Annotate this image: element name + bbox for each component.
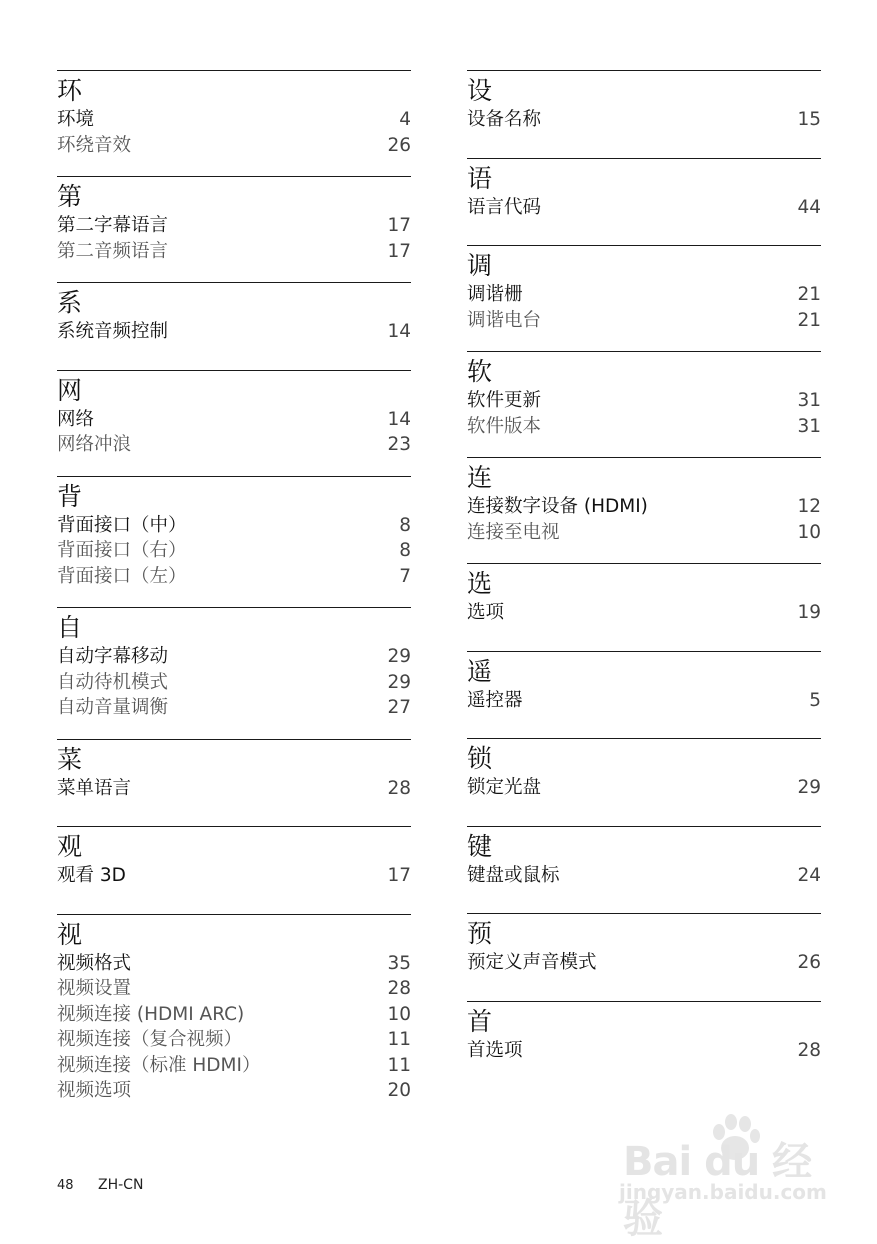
index-term: 视频设置 — [57, 978, 132, 999]
index-entry — [467, 863, 821, 889]
index-page-ref: 8 — [399, 540, 411, 561]
index-entry — [57, 213, 411, 239]
index-term: 遥控器 — [467, 689, 523, 711]
language-code: ZH-CN — [98, 1177, 144, 1193]
index-page-ref: 14 — [387, 408, 411, 430]
index-term: 视频连接（复合视频） — [57, 1029, 243, 1050]
section-heading: 预 — [467, 919, 493, 948]
index-term: 软件版本 — [467, 415, 542, 437]
section-heading: 首 — [467, 1006, 493, 1036]
index-entry — [467, 1038, 821, 1064]
index-entry — [57, 133, 411, 159]
index-section — [57, 826, 411, 889]
section-heading: 第 — [57, 182, 83, 211]
index-term: 调谐栅 — [467, 284, 523, 305]
section-heading: 语 — [467, 163, 493, 193]
index-term: 第二字幕语言 — [57, 215, 169, 236]
index-entry — [57, 1078, 411, 1104]
index-page-ref: 15 — [797, 109, 821, 130]
index-column-left — [57, 70, 411, 1104]
index-section — [57, 282, 411, 345]
index-page-ref: 10 — [387, 1003, 411, 1025]
index-term: 连接数字设备 (HDMI) — [467, 496, 648, 517]
index-page-ref: 17 — [387, 215, 411, 236]
index-entry — [467, 775, 821, 801]
index-term: 菜单语言 — [57, 777, 132, 799]
index-term: 视频格式 — [57, 952, 132, 974]
index-page-ref: 29 — [387, 646, 411, 667]
index-page-ref: 7 — [399, 565, 411, 587]
index-entry — [467, 388, 821, 414]
index-term: 键盘或鼠标 — [467, 864, 560, 886]
index-entry — [467, 600, 821, 626]
page-footer — [57, 1177, 143, 1193]
index-term: 选项 — [467, 602, 505, 623]
index-page-ref: 31 — [797, 390, 821, 411]
index-section — [57, 739, 411, 802]
index-section — [467, 70, 821, 133]
index-entry — [57, 670, 411, 696]
index-entry — [467, 520, 821, 546]
index-section — [57, 370, 411, 458]
index-term: 背面接口（左） — [57, 565, 187, 587]
baidu-jingyan-watermark — [615, 1110, 827, 1242]
index-page-ref: 10 — [797, 521, 821, 543]
section-heading: 系 — [57, 288, 83, 317]
index-term: 首选项 — [467, 1039, 523, 1061]
index-page-ref: 28 — [797, 1039, 821, 1061]
index-entry — [57, 1002, 411, 1028]
index-entry — [467, 282, 821, 308]
section-heading: 设 — [467, 76, 493, 105]
index-term: 自动字幕移动 — [57, 646, 169, 667]
index-term: 背面接口（中） — [57, 514, 187, 536]
index-term: 自动音量调衡 — [57, 697, 169, 718]
section-heading: 网 — [57, 375, 83, 405]
index-page-ref: 29 — [797, 777, 821, 798]
index-term: 视频选项 — [57, 1080, 132, 1101]
index-page-ref: 20 — [387, 1080, 411, 1101]
index-term: 锁定光盘 — [467, 777, 542, 798]
index-page-ref: 44 — [797, 196, 821, 218]
section-heading: 软 — [467, 357, 493, 386]
index-page-ref: 11 — [387, 1054, 411, 1076]
index-section — [57, 607, 411, 721]
index-term: 设备名称 — [467, 109, 542, 130]
index-page-ref: 26 — [797, 952, 821, 973]
index-entry — [467, 688, 821, 714]
index-page-ref: 8 — [399, 514, 411, 536]
watermark-url: jingyan.baidu.com — [619, 1180, 827, 1204]
index-section — [467, 651, 821, 714]
index-entry — [57, 107, 411, 133]
index-entry — [57, 319, 411, 345]
index-entry — [57, 564, 411, 590]
index-page-ref: 28 — [387, 777, 411, 799]
index-page-ref: 11 — [387, 1029, 411, 1050]
index-page-ref: 23 — [387, 434, 411, 455]
section-heading: 连 — [467, 463, 493, 492]
index-section — [467, 245, 821, 333]
index-section — [57, 476, 411, 590]
index-entry — [467, 308, 821, 334]
index-entry — [467, 414, 821, 440]
index-entry — [57, 644, 411, 670]
index-term: 观看 3D — [57, 865, 126, 886]
index-section — [467, 913, 821, 976]
section-heading: 选 — [467, 569, 493, 598]
index-entry — [57, 951, 411, 977]
index-entry — [57, 432, 411, 458]
index-page-ref: 21 — [797, 284, 821, 305]
index-page-ref: 26 — [387, 134, 411, 156]
index-entry — [467, 107, 821, 133]
index-page-ref: 21 — [797, 309, 821, 331]
section-heading: 视 — [57, 919, 83, 949]
index-term: 第二音频语言 — [57, 240, 169, 262]
index-entry — [57, 776, 411, 802]
section-heading: 遥 — [467, 656, 493, 686]
section-heading: 键 — [467, 831, 493, 861]
section-heading: 菜 — [57, 744, 83, 774]
index-section — [467, 738, 821, 801]
index-page-ref: 12 — [797, 496, 821, 517]
index-column-right — [467, 70, 821, 1063]
section-heading: 调 — [467, 251, 493, 280]
index-term: 环绕音效 — [57, 134, 132, 156]
index-term: 自动待机模式 — [57, 671, 169, 693]
index-entry — [57, 1053, 411, 1079]
index-entry — [57, 538, 411, 564]
index-term: 视频连接（标准 HDMI） — [57, 1054, 261, 1076]
index-section — [467, 158, 821, 221]
section-heading: 锁 — [467, 744, 493, 773]
index-entry — [467, 950, 821, 976]
index-term: 视频连接 (HDMI ARC) — [57, 1003, 245, 1025]
index-term: 环境 — [57, 109, 95, 130]
index-page-ref: 35 — [387, 952, 411, 974]
index-page-ref: 4 — [399, 109, 411, 130]
index-term: 语言代码 — [467, 196, 542, 218]
index-section — [57, 914, 411, 1104]
index-page-ref: 29 — [387, 671, 411, 693]
index-entry — [57, 239, 411, 265]
index-term: 调谐电台 — [467, 309, 542, 331]
index-entry — [467, 195, 821, 221]
index-term: 网络 — [57, 408, 95, 430]
index-entry — [57, 1027, 411, 1053]
section-heading: 观 — [57, 832, 83, 861]
index-section — [467, 563, 821, 626]
index-section — [57, 176, 411, 264]
index-term: 连接至电视 — [467, 521, 560, 543]
section-heading: 背 — [57, 481, 83, 511]
index-section — [467, 826, 821, 889]
index-term: 系统音频控制 — [57, 321, 169, 342]
watermark-logo-text: Bai du 经验 — [623, 1139, 812, 1242]
index-section — [467, 1001, 821, 1064]
index-section — [467, 351, 821, 439]
index-entry — [57, 407, 411, 433]
index-section — [467, 457, 821, 545]
section-heading: 自 — [57, 613, 83, 642]
index-page-ref: 24 — [797, 864, 821, 886]
index-page-ref: 14 — [387, 321, 411, 342]
page-number: 48 — [57, 1178, 74, 1193]
index-entry — [57, 695, 411, 721]
index-term: 网络冲浪 — [57, 434, 132, 455]
index-page-ref: 5 — [809, 689, 821, 711]
index-section — [57, 70, 411, 158]
index-page-ref: 19 — [797, 602, 821, 623]
index-entry — [467, 494, 821, 520]
section-heading: 环 — [57, 76, 83, 105]
index-term: 背面接口（右） — [57, 540, 187, 561]
index-entry — [57, 976, 411, 1002]
index-page-ref: 31 — [797, 415, 821, 437]
index-page-ref: 17 — [387, 865, 411, 886]
index-page-ref: 17 — [387, 240, 411, 262]
index-entry — [57, 863, 411, 889]
index-page-ref: 28 — [387, 978, 411, 999]
index-entry — [57, 513, 411, 539]
index-term: 预定义声音模式 — [467, 952, 597, 973]
index-page-ref: 27 — [387, 697, 411, 718]
index-term: 软件更新 — [467, 390, 542, 411]
